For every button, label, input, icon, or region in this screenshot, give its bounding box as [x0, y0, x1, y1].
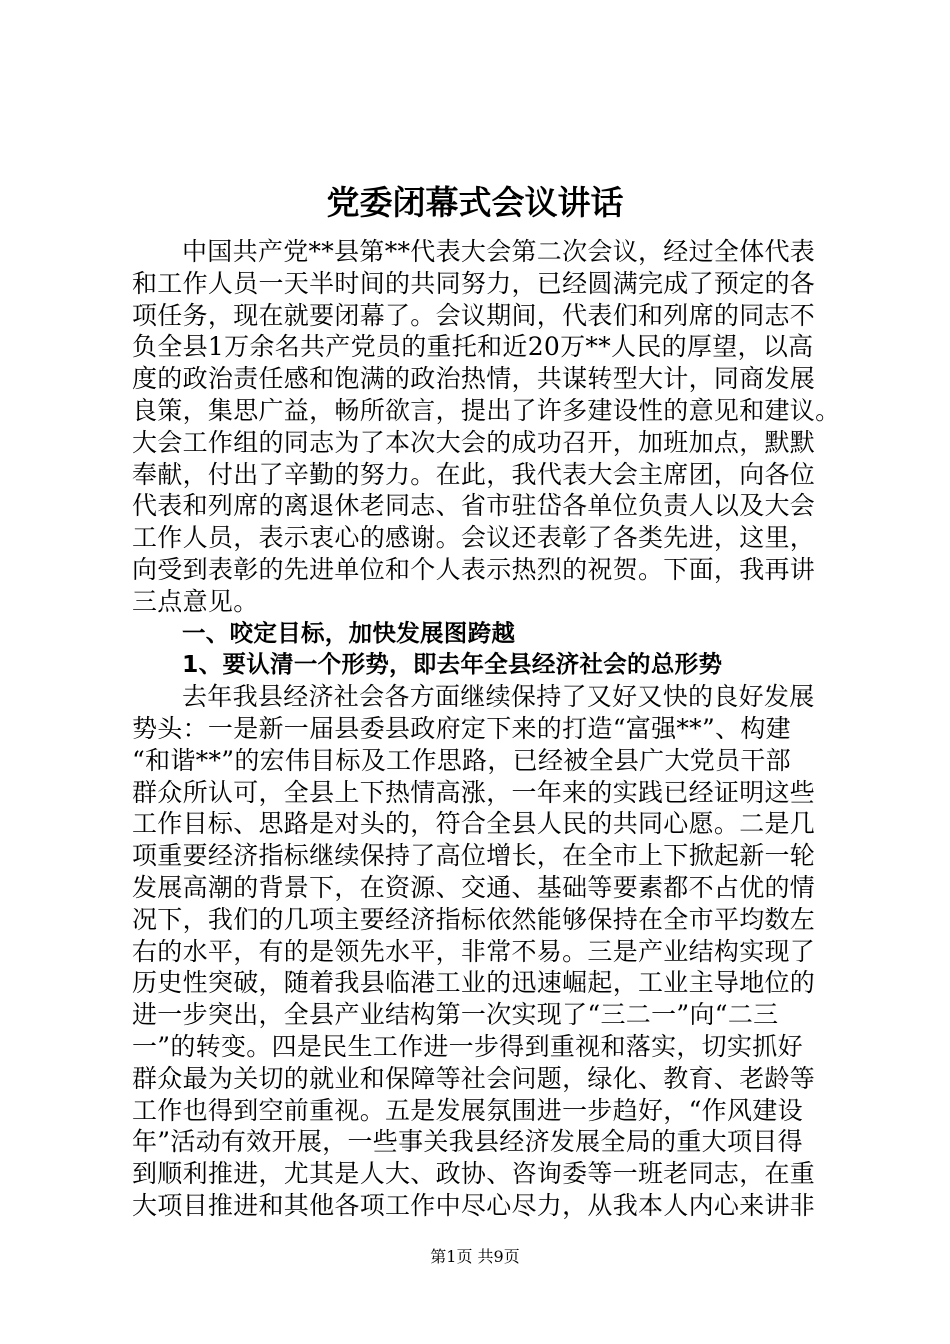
paragraph-line: 工作人员，表示衷心的感谢。会议还表彰了各类先进，这里， — [132, 523, 816, 553]
paragraph-line: 去年我县经济社会各方面继续保持了又好又快的良好发展 — [182, 682, 815, 712]
paragraph-line: 项任务，现在就要闭幕了。会议期间，代表们和列席的同志不 — [132, 300, 816, 330]
paragraph-line: 奉献，付出了辛勤的努力。在此，我代表大会主席团，向各位 — [132, 459, 816, 489]
paragraph-line: 大项目推进和其他各项工作中尽心尽力，从我本人内心来讲非 — [132, 1190, 816, 1220]
paragraph-line: 历史性突破，随着我县临港工业的迅速崛起，工业主导地位的 — [132, 968, 816, 998]
paragraph-line: 度的政治责任感和饱满的政治热情，共谋转型大计，同商发展 — [132, 364, 816, 394]
paragraph-line: 右的水平，有的是领先水平，非常不易。三是产业结构实现了 — [132, 936, 816, 966]
paragraph-line: 群众最为关切的就业和保障等社会问题，绿化、教育、老龄等 — [132, 1063, 816, 1093]
paragraph-line: 一”的转变。四是民生工作进一步得到重视和落实，切实抓好 — [132, 1031, 803, 1061]
paragraph-line: 大会工作组的同志为了本次大会的成功召开，加班加点，默默 — [132, 427, 816, 457]
paragraph-line: 群众所认可，全县上下热情高涨，一年来的实践已经证明这些 — [132, 777, 816, 807]
paragraph-line: 发展高潮的背景下，在资源、交通、基础等要素都不占优的情 — [132, 872, 816, 902]
paragraph-line: 况下，我们的几项主要经济指标依然能够保持在全市平均数左 — [132, 904, 816, 934]
paragraph-line: 工作也得到空前重视。五是发展氛围进一步趋好，“作风建设 — [132, 1095, 803, 1125]
paragraph-line: 代表和列席的离退休老同志、省市驻岱各单位负责人以及大会 — [132, 491, 816, 521]
paragraph-line: “和谐**”的宏伟目标及工作思路，已经被全县广大党员干部 — [132, 745, 791, 775]
paragraph-line: 中国共产党**县第**代表大会第二次会议，经过全体代表 — [182, 237, 816, 266]
paragraph-line: 和工作人员一天半时间的共同努力，已经圆满完成了预定的各 — [132, 268, 816, 298]
body-text — [132, 236, 841, 1222]
page-number: 第1页 共9页 — [430, 1247, 520, 1266]
paragraph-line: 良策，集思广益，畅所欲言，提出了许多建设性的意见和建议。 — [132, 395, 841, 425]
paragraph-line: 势头：一是新一届县委县政府定下来的打造“富强**”、构建 — [132, 713, 791, 743]
paragraph-line: 负全县1万余名共产党员的重托和近20万**人民的厚望，以高 — [132, 332, 814, 362]
paragraph-line: 进一步突出，全县产业结构第一次实现了“三二一”向“二三 — [132, 1000, 779, 1030]
section-heading: 一、咬定目标，加快发展图跨越 — [182, 618, 516, 647]
paragraph-line: 工作目标、思路是对头的，符合全县人民的共同心愿。二是几 — [132, 809, 816, 839]
subsection-heading: 1、要认清一个形势，即去年全县经济社会的总形势 — [182, 650, 723, 679]
page-title: 党委闭幕式会议讲话 — [326, 183, 624, 222]
paragraph-line: 到顺利推进，尤其是人大、政协、咨询委等一班老同志，在重 — [132, 1159, 816, 1189]
paragraph-line: 三点意见。 — [132, 586, 259, 616]
paragraph-line: 项重要经济指标继续保持了高位增长，在全市上下掀起新一轮 — [132, 841, 816, 871]
paragraph-line: 年”活动有效开展，一些事关我县经济发展全局的重大项目得 — [132, 1127, 803, 1157]
paragraph-line: 向受到表彰的先进单位和个人表示热烈的祝贺。下面，我再讲 — [132, 554, 816, 584]
